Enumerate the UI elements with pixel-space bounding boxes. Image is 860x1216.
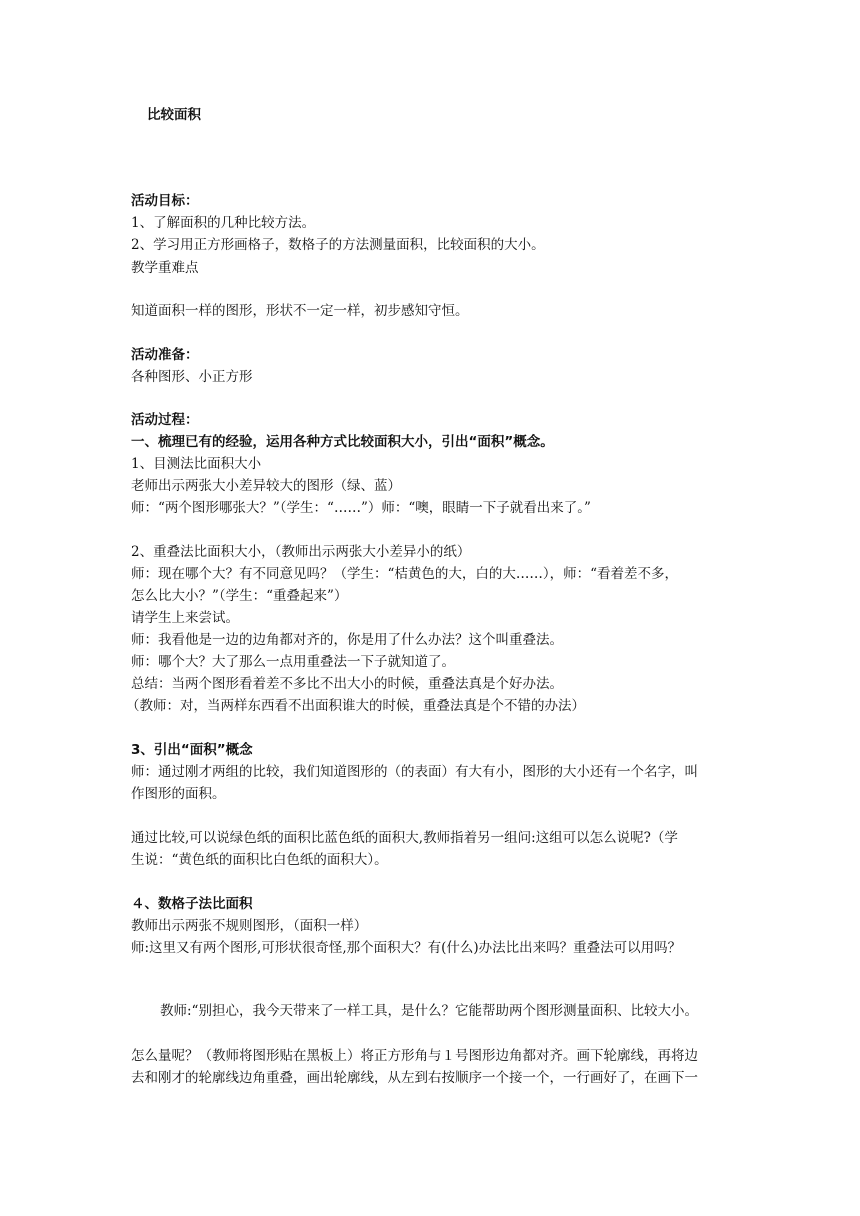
preparation-text: 各种图形、小正方形	[131, 369, 253, 385]
step2-line: 师：我看他是一边的边角都对齐的，你是用了什么办法？这个叫重叠法。	[131, 632, 563, 648]
step3-line: 通过比较,可以说绿色纸的面积比蓝色纸的面积大,教师指着另一组问:这组可以怎么说呢?（学	[131, 830, 678, 846]
document-title: 比较面积	[147, 107, 201, 123]
goal-item: 1、了解面积的几种比较方法。	[131, 215, 316, 231]
step3-line: 师：通过刚才两组的比较，我们知道图形的（的表面）有大有小，图形的大小还有一个名字，叫	[131, 764, 698, 780]
step2-dialog-line: 怎么比大小？”（学生：“重叠起来”）	[131, 588, 348, 604]
part1-heading: 一、梳理已有的经验，运用各种方式比较面积大小，引出“面积”概念。	[131, 434, 554, 450]
goals-heading: 活动目标：	[131, 193, 199, 209]
step4-line: 师:这里又有两个图形,可形状很奇怪,那个面积大？有(什么)办法比出来吗？重叠法可以用吗？	[131, 940, 682, 956]
step4-line: 教师出示两张不规则图形，（面积一样）	[131, 918, 368, 934]
key-points-text: 知道面积一样的图形，形状不一定一样，初步感知守恒。	[131, 303, 469, 319]
step3-line: 生说：“黄色纸的面积比白色纸的面积大）。	[131, 852, 388, 868]
process-heading: 活动过程：	[131, 412, 199, 428]
step2-dialog-line: 师：现在哪个大？有不同意见吗？（学生：“桔黄色的大，白的大……），师：“看着差不多，	[131, 566, 679, 582]
step2-summary: 总结：当两个图形看着差不多比不出大小的时候，重叠法真是个好办法。	[131, 676, 563, 692]
step4-line: 教师:“别担心，我今天带来了一样工具，是什么？它能帮助两个图形测量面积、比较大小。	[160, 1003, 698, 1019]
step2-line: 请学生上来尝试。	[131, 610, 239, 626]
step3-title: 3、引出“面积”概念	[131, 742, 253, 758]
step2-line: 师：哪个大？大了那么一点用重叠法一下子就知道了。	[131, 654, 455, 670]
step4-line: 怎么量呢？（教师将图形贴在黑板上）将正方形角与１号图形边角都对齐。画下轮廓线，再将边	[131, 1048, 698, 1064]
step1-title: 1、目测法比面积大小	[131, 456, 262, 472]
key-points-heading: 教学重难点	[131, 260, 199, 276]
step4-title: ４、数格子法比面积	[131, 896, 253, 912]
step3-line: 作图形的面积。	[131, 786, 226, 802]
goal-item: 2、学习用正方形画格子，数格子的方法测量面积，比较面积的大小。	[131, 237, 545, 253]
step1-line: 老师出示两张大小差异较大的图形（绿、蓝）	[131, 478, 401, 494]
step4-line: 去和刚才的轮廓线边角重叠，画出轮廓线，从左到右按顺序一个接一个，一行画好了，在画下一	[131, 1070, 698, 1086]
preparation-heading: 活动准备：	[131, 347, 199, 363]
step2-note: （教师：对，当两样东西看不出面积谁大的时候，重叠法真是个不错的办法）	[126, 698, 585, 714]
step2-title: 2、重叠法比面积大小，（教师出示两张大小差异小的纸）	[131, 544, 471, 560]
step1-line: 师：“两个图形哪张大？”（学生：“……”）师：“噢，眼睛一下子就看出来了。”	[131, 500, 591, 516]
